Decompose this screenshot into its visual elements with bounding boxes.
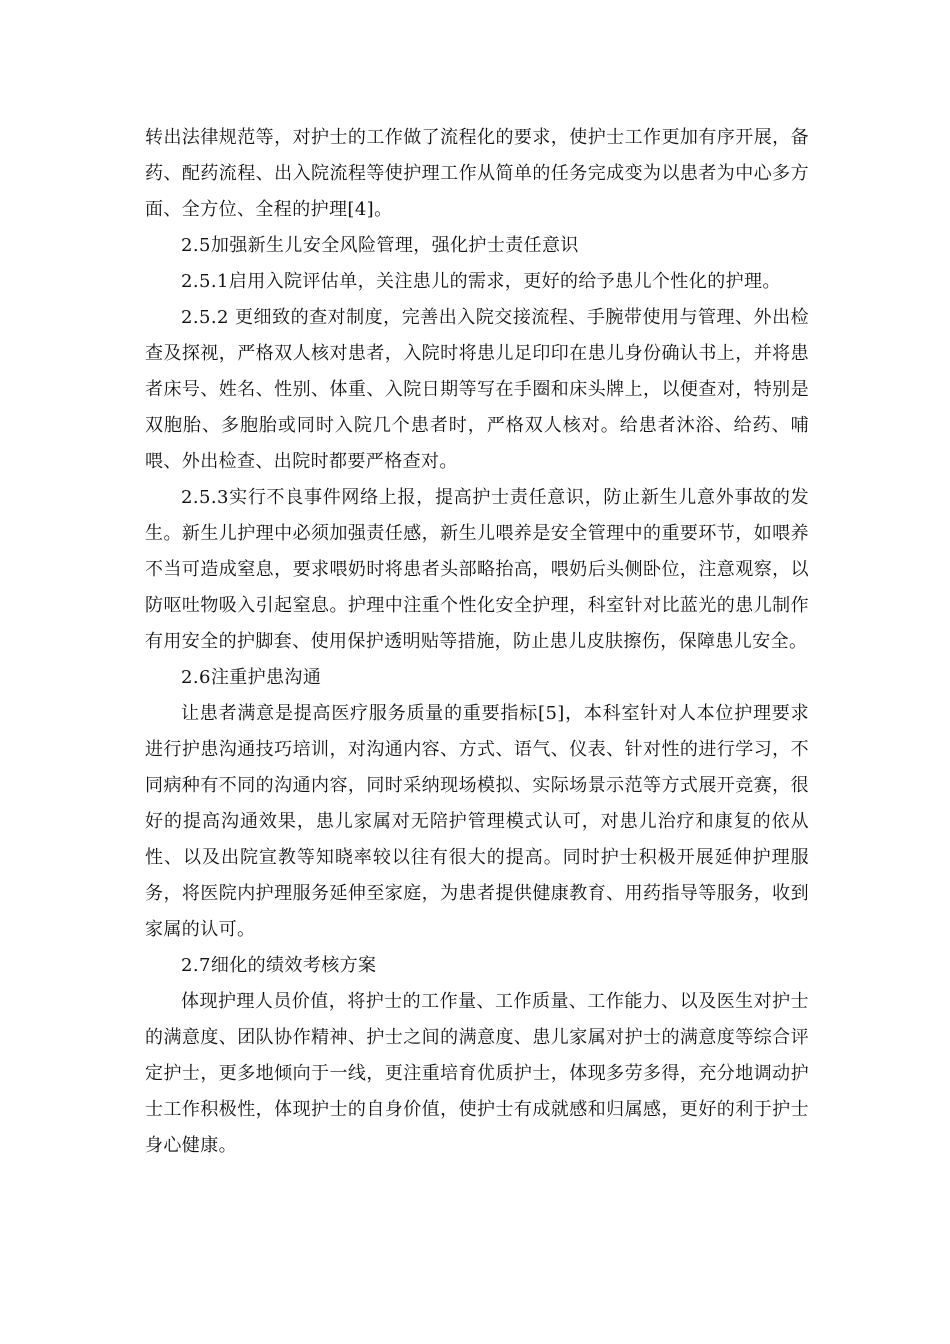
paragraph-2-5-1: 2.5.1启用入院评估单，关注患儿的需求，更好的给予患儿个性化的护理。 — [181, 271, 781, 292]
paragraph-2-5-3: 2.5.3实行不良事件网络上报，提高护士责任意识，防止新生儿意外事故的发生。新生儿护理中必须加强责任感，新生儿喂养是安全管理中的重要环节，如喂养不当可造成窒息，要求喂奶时将患者头部略抬高，喂奶后头侧卧位，注意观察，以防呕吐物吸入引起窒息。护理中注重个性化安全护理，科室针对比蓝光的患儿制作有用安全的护脚套、使用保护透明贴等措施，防止患儿皮肤擦伤，保障患儿安全。 — [145, 487, 809, 652]
section-heading-2-5: 2.5加强新生儿安全风险管理，强化护士责任意识 — [181, 235, 579, 256]
paragraph-2-7: 体现护理人员价值，将护士的工作量、工作质量、工作能力、以及医生对护士的满意度、团队协作精神、护士之间的满意度、患儿家属对护士的满意度等综合评定护士，更多地倾向于一线，更注重培育优质护士，体现多劳多得，充分地调动护士工作积极性，体现护士的自身价值，使护士有成就感和归属感，更好的利于护士身心健康。 — [145, 991, 809, 1156]
paragraph-2-6: 让患者满意是提高医疗服务质量的重要指标[5]，本科室针对人本位护理要求进行护患沟通技巧培训，对沟通内容、方式、语气、仪表、针对性的进行学习，不同病种有不同的沟通内容，同时采纳现场模拟、实际场景示范等方式展开竞赛，很好的提高沟通效果，患儿家属对无陪护管理模式认可，对患儿治疗和康复的依从性、以及出院宣教等知晓率较以往有很大的提高。同时护士积极开展延伸护理服务，将医院内护理服务延伸至家庭，为患者提供健康教育、用药指导等服务，收到家属的认可。 — [145, 703, 809, 940]
document-body — [145, 120, 809, 1164]
paragraph-continuation: 转出法律规范等，对护士的工作做了流程化的要求，使护士工作更加有序开展，备药、配药流程、出入院流程等使护理工作从简单的任务完成变为以患者为中心多方面、全方位、全程的护理[4]。 — [145, 127, 809, 220]
section-heading-2-6: 2.6注重护患沟通 — [181, 667, 322, 688]
paragraph-2-5-2: 2.5.2 更细致的查对制度，完善出入院交接流程、手腕带使用与管理、外出检查及探视，严格双人核对患者，入院时将患儿足印印在患儿身份确认书上，并将患者床号、姓名、性别、体重、入院日期等写在手圈和床头牌上，以便查对，特别是双胞胎、多胞胎或同时入院几个患者时，严格双人核对。给患者沐浴、给药、哺喂、外出检查、出院时都要严格查对。 — [145, 307, 809, 472]
section-heading-2-7: 2.7细化的绩效考核方案 — [181, 955, 377, 976]
